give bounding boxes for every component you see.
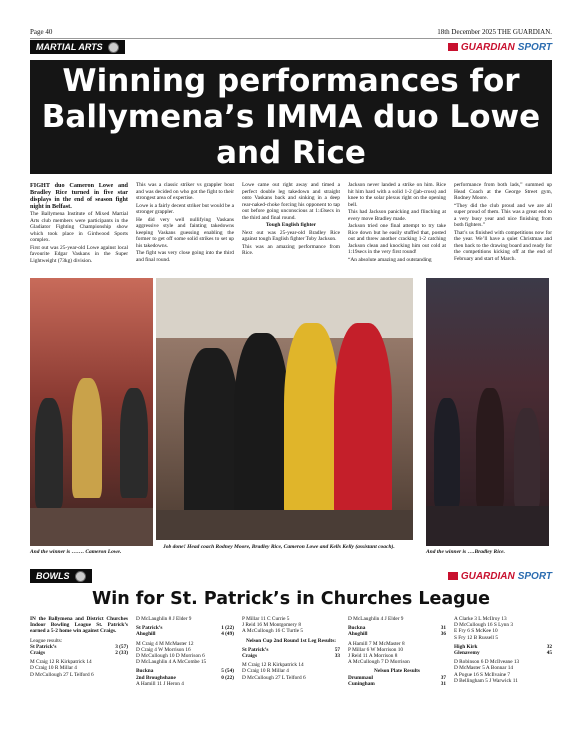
article-paragraph: This was an amazing performance from Rice. bbox=[242, 243, 340, 256]
rink-score: D Bellingham 5 J Warwick 11 bbox=[454, 677, 518, 684]
result-row bbox=[136, 631, 234, 637]
rink-score: D McLaughlin 4 J Elder 9 bbox=[348, 616, 404, 622]
brand-guardian: GUARDIAN bbox=[460, 41, 515, 53]
team-name: 2nd Broughshane bbox=[136, 674, 176, 681]
team-score: 45 bbox=[546, 650, 552, 657]
flag-icon bbox=[448, 43, 458, 51]
page-number: Page 40 bbox=[30, 28, 53, 36]
team-name: St Patrick’s bbox=[242, 646, 269, 653]
team-score: 32 bbox=[546, 643, 552, 650]
team-score: 33 bbox=[334, 653, 340, 660]
article-paragraph: That’s us finished with competitions now for the year. We’ll have a quiet Christmas and then back to the drawing board and ready for the competitions kicking off at the end of February and start of March. bbox=[454, 229, 552, 262]
bowls-intro: IN the Ballymena and District Churches Indoor Bowling League St. Patrick’s earned a 5-2 home win against Craigs. bbox=[30, 616, 128, 635]
team-name: Craigs bbox=[30, 650, 46, 657]
bowls-tag-label: BOWLS bbox=[36, 571, 70, 581]
article-paragraph: He did very well nullifying Vaskans aggressive style and fainting takedowns keeping Vaskans guessing enabling the former to get off some solid strikes to set up his takedowns. bbox=[136, 216, 234, 249]
rink-score: M Craig 12 R Kirkpatrick 14 bbox=[242, 662, 304, 669]
article-lede: FIGHT duo Cameron Lowe and Bradley Rice turned in five star displays in the end of season fight night in Belfast. bbox=[30, 182, 128, 210]
guardian-sport-logo bbox=[448, 42, 552, 53]
team-name: Buckna bbox=[348, 625, 366, 632]
guardian-sport-logo-2 bbox=[448, 571, 552, 582]
team-score: 5 (54) bbox=[221, 668, 234, 675]
rink-score: A Hamill 11 J Heron 4 bbox=[136, 680, 184, 687]
article-paragraph: Jackson never landed a strike on him. Rice hit him hard with a solid 1-2 (jab-cross) and knee to the solar plexus right on the opening bell. bbox=[348, 182, 446, 208]
brand-guardian: GUARDIAN bbox=[460, 570, 515, 582]
article-paragraph: This had Jackson panicking and flinching at every move Bradley made. bbox=[348, 209, 446, 222]
article-paragraph: Next out was 25-year-old Bradley Rice against tough English fighter Toby Jackson. bbox=[242, 229, 340, 242]
team-score: 57 bbox=[334, 646, 340, 653]
article-col-1 bbox=[30, 182, 128, 274]
caption-left: And the winner is ……. Cameron Lowe. bbox=[30, 549, 122, 555]
team-name: Cuningham bbox=[348, 680, 375, 687]
team-name: Craigs bbox=[242, 653, 258, 660]
rink-score: S Fry 12 B Russell 5 bbox=[454, 634, 499, 641]
team-name: Buckna bbox=[136, 668, 154, 675]
bowls-col-4 bbox=[348, 616, 446, 716]
rink-score: J Reid 11 A Morrison 8 bbox=[348, 653, 398, 660]
result-row bbox=[30, 650, 128, 656]
result-row bbox=[348, 681, 446, 687]
result-row bbox=[242, 653, 340, 659]
martial-arts-tag bbox=[30, 40, 125, 54]
article-paragraph: “An absolute amazing and outstanding bbox=[348, 256, 432, 263]
rink-score: D McMaster 5 A Bonnar 14 bbox=[454, 665, 513, 672]
article-col-5 bbox=[454, 182, 552, 274]
team-score: 4 (49) bbox=[221, 631, 234, 638]
rink-score: D McLaughlin 8 J Elder 9 bbox=[136, 616, 192, 622]
page-header bbox=[30, 26, 552, 39]
rink-score: D Craig 10 R Millar 4 bbox=[30, 665, 77, 672]
rink-score: D McCullough 27 L Telford 6 bbox=[30, 671, 94, 678]
rink-score: D McLaughlin 4 A McCombe 15 bbox=[136, 659, 207, 666]
rink-score: D McCullough 27 L Telford 6 bbox=[242, 674, 306, 681]
team-score: 0 (22) bbox=[221, 674, 234, 681]
rink-score: D McCullough 16 S Lynn 3 bbox=[454, 622, 514, 629]
martial-arts-tag-label: MARTIAL ARTS bbox=[36, 42, 103, 52]
rink-score: M Craig 12 R Kirkpatrick 14 bbox=[30, 659, 92, 666]
bowls-col-5 bbox=[454, 616, 552, 716]
team-score: 3 (57) bbox=[115, 643, 128, 650]
team-name: Drummaul bbox=[348, 674, 374, 681]
winner-rice-photo bbox=[426, 278, 549, 546]
rink-score: D Craig 10 R Millar 4 bbox=[242, 668, 289, 675]
article-paragraph: performance from both lads,” summed up Head Coach at the George Street gym, Rodney Moore. bbox=[454, 182, 552, 201]
bowls-headline: Win for St. Patrick’s in Churches League bbox=[91, 589, 491, 609]
article-paragraph: Jackson tried one final attempt to try take Rice down but he easily stuffed that, posted out and threw another cracking 1-2 catching Jackson clean and knocking him out cold at 1:19secs in the very first round! bbox=[348, 223, 446, 255]
bowls-col-1 bbox=[30, 616, 128, 716]
glove-icon bbox=[108, 42, 119, 53]
team-name: Ahoghill bbox=[136, 631, 156, 638]
team-name: Glenavemy bbox=[454, 650, 480, 657]
brand-sport: SPORT bbox=[517, 570, 552, 582]
group-photo bbox=[156, 278, 413, 540]
league-results-label: League results: bbox=[30, 637, 63, 644]
team-name: St Patrick’s bbox=[30, 643, 57, 650]
team-score: 31 bbox=[440, 625, 446, 632]
article-body bbox=[30, 182, 552, 274]
bowls-col-3 bbox=[242, 616, 340, 716]
article-paragraph: First out was 25-year-old Lowe against local favourite Edgar Vaskans in the Super Lightweight (73kg) division. bbox=[30, 244, 128, 264]
article-col-3 bbox=[242, 182, 340, 274]
team-score: 2 (33) bbox=[115, 650, 128, 657]
team-name: St Patrick’s bbox=[136, 625, 163, 632]
martial-arts-section-bar bbox=[30, 40, 552, 54]
caption-center: Job done! Head coach Rodney Moore, Bradley Rice, Cameron Lowe and Kells Kelly (assistant coach). bbox=[163, 544, 395, 550]
rink-score: D Robinson 6 D McIlveane 13 bbox=[454, 659, 520, 666]
rink-score: A Clarke 3 L McIlroy 13 bbox=[454, 616, 507, 622]
article-col-4 bbox=[348, 182, 446, 274]
rink-score: P Millar 11 C Currie 5 bbox=[242, 616, 290, 622]
team-name: High Kirk bbox=[454, 643, 478, 650]
rink-score: D Craig 4 W Morrison 16 bbox=[136, 646, 191, 653]
team-score: 36 bbox=[440, 631, 446, 638]
rink-score: M Craig 4 M McMaster 12 bbox=[136, 640, 194, 647]
rink-score: A McCullough 7 D Morrison bbox=[348, 659, 410, 666]
article-paragraph: The fight was very close going into the third and final round. bbox=[136, 250, 234, 263]
rink-score: E Fry 6 S McKee 10 bbox=[454, 628, 498, 635]
team-score: 37 bbox=[440, 674, 446, 681]
rink-score: A McCullough 16 C Turtle 5 bbox=[242, 628, 304, 635]
article-paragraph: “They did the club proud and we are all super proud of them. This was a great end to a very busy year and nice finishing from both fighters.” bbox=[454, 202, 552, 228]
article-subheading: Tough English fighter bbox=[265, 222, 317, 228]
article-col-2 bbox=[136, 182, 234, 274]
article-paragraph: Lowe is a fairly decent striker but would be a stronger grappler. bbox=[136, 202, 234, 215]
team-score: 31 bbox=[440, 680, 446, 687]
flag-icon bbox=[448, 572, 458, 580]
page-date-paper: 18th December 2025 THE GUARDIAN. bbox=[437, 28, 552, 36]
article-paragraph: The Ballymena Institute of Mixed Martial Arts club members were participants in the Gladiator Fighting Championship show which took place in Girdwood Sports complex. bbox=[30, 211, 128, 243]
article-paragraph: This was a classic striker vs grappler bout and was decided on who got the fight to their strongest area of expertise. bbox=[136, 182, 234, 201]
rink-score: J Reid 16 M Montgomery 8 bbox=[242, 622, 302, 629]
bowls-body bbox=[30, 616, 552, 716]
nelson-plate-heading: Nelson Plate Results bbox=[374, 668, 420, 675]
article-paragraph: Lowe came out right away and timed a perfect double leg takedown and straight onto Vaskans back and sinking in a deep rear-naked-choke forcing his opponent to tap out before going unconscious at 1:43secs in the third and final round. bbox=[242, 182, 340, 221]
winner-lowe-photo bbox=[30, 278, 153, 546]
nelson-cup-heading: Nelson Cup 2nd Round 1st Leg Results: bbox=[245, 637, 337, 644]
main-headline: Winning performances for Ballymena’s IMMA duo Lowe and Rice bbox=[30, 60, 552, 174]
bowls-ball-icon bbox=[75, 571, 86, 582]
brand-sport: SPORT bbox=[517, 41, 552, 53]
bowls-section-bar bbox=[30, 569, 552, 583]
result-row bbox=[454, 650, 552, 656]
team-name: Ahoghill bbox=[348, 631, 368, 638]
team-score: 1 (22) bbox=[221, 625, 234, 632]
rink-score: A Pogue 16 S McIlvaine 7 bbox=[454, 671, 511, 678]
result-row bbox=[348, 631, 446, 637]
rink-score: P Millar 6 W Morrison 10 bbox=[348, 646, 404, 653]
bowls-col-2 bbox=[136, 616, 234, 716]
caption-right: And the winner is ….Bradley Rice. bbox=[426, 549, 505, 555]
bowls-tag bbox=[30, 569, 92, 583]
rink-score: A Hamill 7 M McMaster 8 bbox=[348, 640, 405, 647]
rink-score: D McCullough 10 D Morrison 6 bbox=[136, 653, 205, 660]
